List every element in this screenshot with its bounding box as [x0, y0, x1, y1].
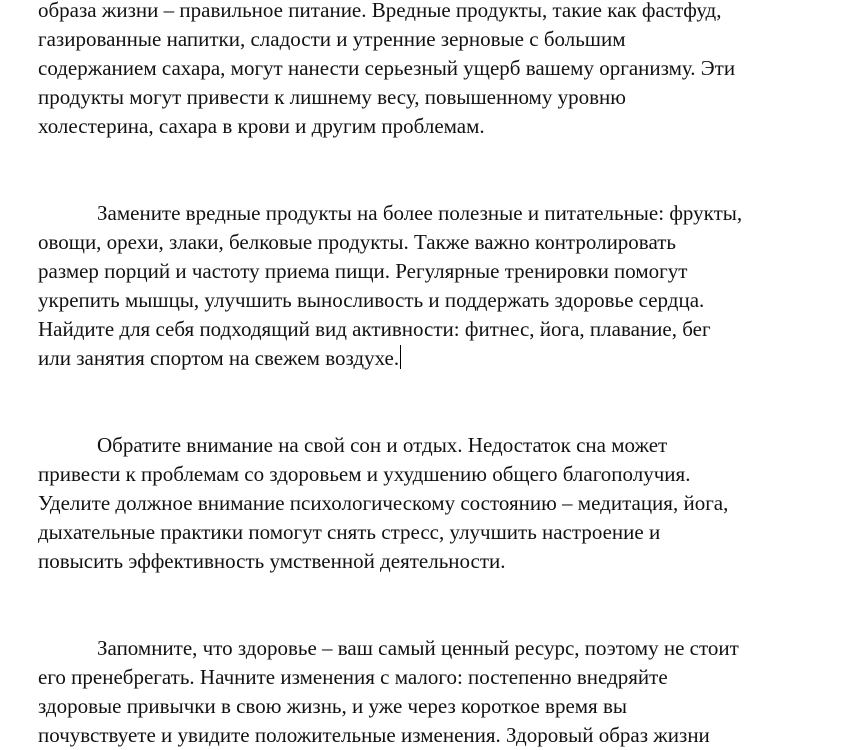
- paragraph-2[interactable]: [38, 199, 828, 373]
- text-line: Обратите внимание на свой сон и отдых. Недостаток сна может: [97, 433, 668, 457]
- text-line: здоровые привычки в свою жизнь, и уже через короткое время вы: [38, 694, 627, 718]
- paragraph-spacer: [38, 373, 828, 431]
- paragraph-3[interactable]: [38, 431, 828, 576]
- text-line: размер порций и частоту приема пищи. Регулярные тренировки помогут: [38, 259, 688, 283]
- text-line: Уделите должное внимание психологическому состоянию – медитация, йога,: [38, 491, 729, 515]
- text-line: дыхательные практики помогут снять стресс, улучшить настроение и: [38, 520, 661, 544]
- paragraph-spacer: [38, 576, 828, 634]
- paragraph-spacer: [38, 141, 828, 199]
- paragraph-1[interactable]: [38, 0, 828, 141]
- text-line: Запомните, что здоровье – ваш самый ценный ресурс, поэтому не стоит: [97, 636, 739, 660]
- text-line: Замените вредные продукты на более полезные и питательные: фрукты,: [97, 201, 743, 225]
- text-line: овощи, орехи, злаки, белковые продукты. Также важно контролировать: [38, 230, 676, 254]
- text-line: или занятия спортом на свежем воздухе.: [38, 346, 400, 370]
- text-line: содержанием сахара, могут нанести серьезный ущерб вашему организму. Эти: [38, 56, 736, 80]
- text-line: газированные напитки, сладости и утренние зерновые с большим: [38, 27, 626, 51]
- text-line: повысить эффективность умственной деятельности.: [38, 549, 506, 573]
- text-line-with-caret: [38, 344, 828, 373]
- text-line: укрепить мышцы, улучшить выносливость и поддержать здоровье сердца.: [38, 288, 705, 312]
- text-line: образа жизни – правильное питание. Вредные продукты, такие как фастфуд,: [38, 0, 722, 22]
- paragraph-4[interactable]: [38, 634, 828, 750]
- text-line: Найдите для себя подходящий вид активности: фитнес, йога, плавание, бег: [38, 317, 711, 341]
- text-line: привести к проблемам со здоровьем и ухудшению общего благополучия.: [38, 462, 691, 486]
- text-line: почувствуете и увидите положительные изменения. Здоровый образ жизни: [38, 723, 710, 747]
- text-cursor: [400, 345, 401, 369]
- text-line: продукты могут привести к лишнему весу, повышенному уровню: [38, 85, 626, 109]
- text-line: его пренебрегать. Начните изменения с малого: постепенно внедряйте: [38, 665, 668, 689]
- document-body[interactable]: [38, 0, 828, 750]
- text-line: холестерина, сахара в крови и другим проблемам.: [38, 114, 485, 138]
